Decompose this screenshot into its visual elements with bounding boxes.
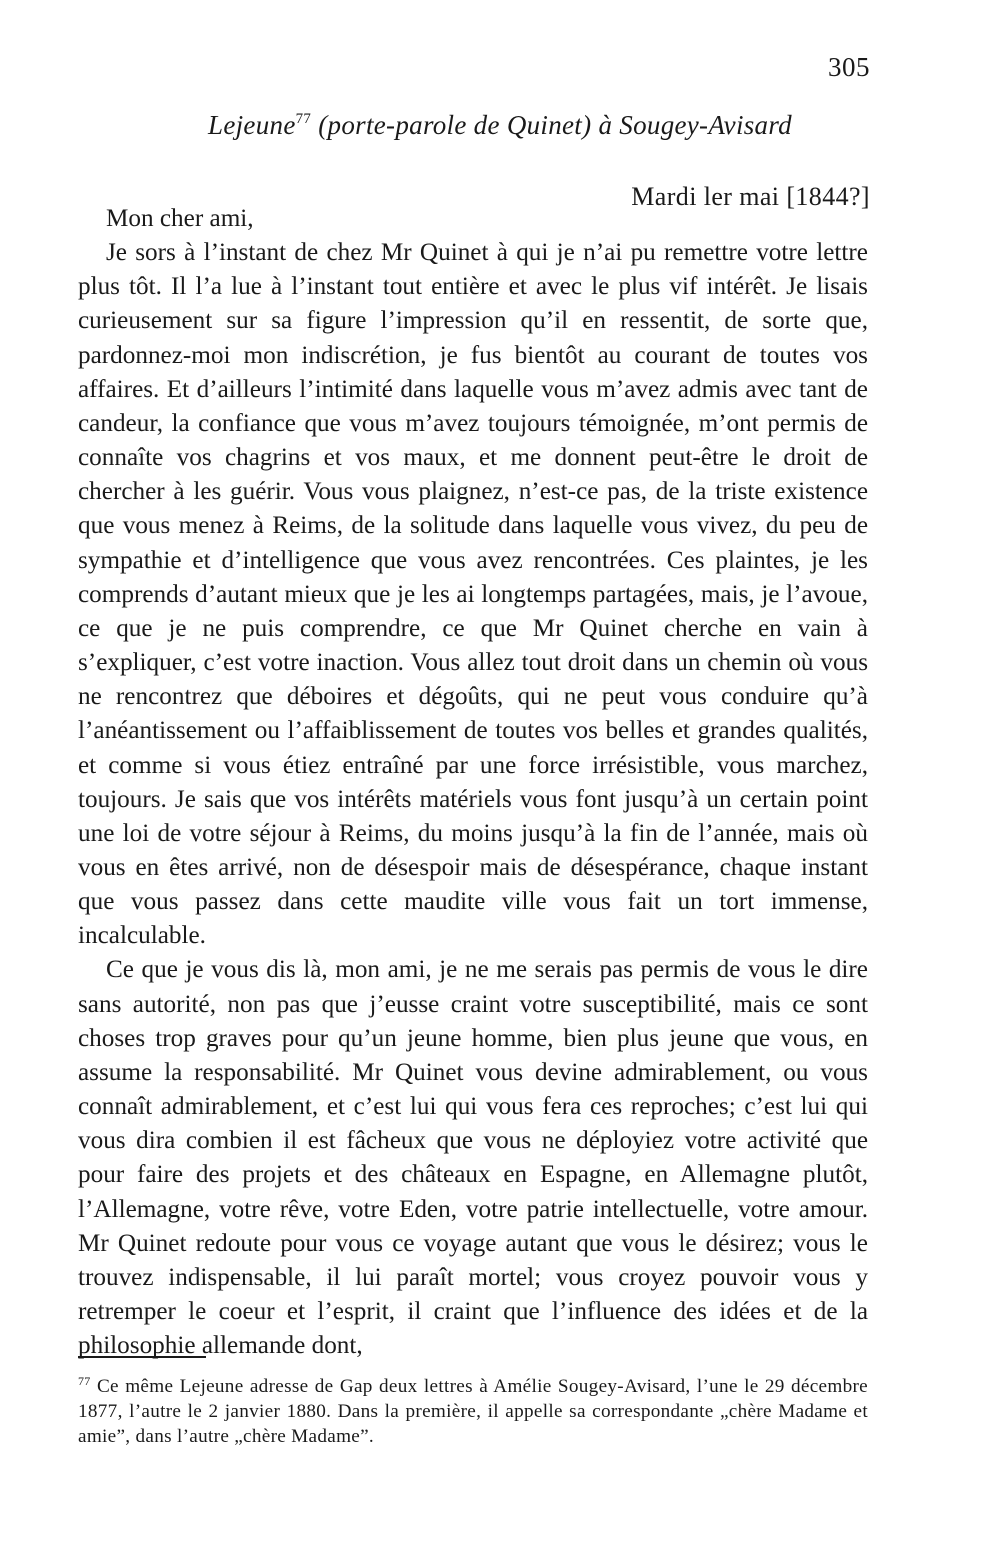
paragraph: Ce que je vous dis là, mon ami, je ne me serais pas permis de vous le dire sans autorité, non pas que j’eusse craint votre susceptibilité, mais ce sont choses trop graves pour qu’un jeune homme, bien plus jeune que vous, en assume la responsabilité. Mr Quinet vous devine admirablement, ou vous connaît admirablement, et c’est lui qui vous fera ces reproches; c’est lui qui vous dira combien il est fâcheux que vous ne déployiez votre activité que pour faire des projets et des châteaux en Espagne, en Allemagne plutôt, l’Allemagne, votre rêve, votre Eden, votre patrie intellectuelle, votre amour. Mr Quinet redoute pour vous ce voyage autant que vous le désirez; vous le trouvez indispensable, il lui paraît mortel; vous croyez pouvoir vous y retremper le coeur et l’esprit, il craint que l’influence des idées et de la philosophie allemande dont, [78, 956, 868, 1360]
letter-heading [0, 110, 1000, 141]
page-number: 305 [828, 52, 870, 82]
heading-subtitle: (porte-parole de Quinet) à Sougey-Avisard [311, 110, 792, 140]
footnote-text: Ce même Lejeune adresse de Gap deux lettres à Amélie Sougey-Avisard, l’une le 29 décembre 1877, l’autre le 2 janvier 1880. Dans la première, il appelle sa correspondante „chère Madame et amie”, dans l’autre „chère Madame”. [78, 1376, 868, 1447]
footnote [78, 1374, 868, 1449]
letter-body [78, 202, 868, 1363]
footnote-number: 77 [78, 1374, 91, 1388]
salutation: Mon cher ami, [106, 205, 254, 232]
footnote-reference: 77 [295, 111, 312, 127]
paragraph: Je sors à l’instant de chez Mr Quinet à qui je n’ai pu remettre votre lettre plus tôt. Il l’a lue à l’instant tout entière et avec le plus vif intérêt. Je lisais curieusement sur sa figure l’impression qu’il en ressentit, de sorte que, pardonnez-moi mon indiscrétion, je fus bientôt au courant de toutes vos affaires. Et d’ailleurs l’intimité dans laquelle vous m’avez admis avec tant de candeur, la confiance que vous m’avez toujours témoignée, m’ont permis de connaîte vos chagrins et vos maux, et me donnent peut-être le droit de chercher à les guérir. Vous vous plaignez, n’est-ce pas, de la triste existence que vous menez à Reims, de la solitude dans laquelle vous vivez, du peu de sympathie et d’intelligence que vous avez rencontrées. Ces plaintes, je les comprends d’autant mieux que je les ai longtemps partagées, mais, je l’avoue, ce que je ne puis comprendre, ce que Mr Quinet cherche en vain à s’expliquer, c’est votre inaction. Vous allez tout droit dans un chemin où vous ne rencontrez que déboires et dégoûts, qui ne peut vous conduire qu’à l’anéantissement ou l’affaiblissement de toutes vos belles et grandes qualités, et comme si vous étiez entraîné par une force irrésistible, vous marchez, toujours. Je sais que vos intérêts matériels vous font jusqu’à un certain point une loi de votre séjour à Reims, du moins jusqu’à la fin de l’année, mais où vous en êtes arrivé, non de désespoir mais de désespérance, chaque instant que vous passez dans cette maudite ville vous fait un tort immense, incalculable. [78, 239, 868, 950]
heading-author: Lejeune [208, 110, 296, 140]
letter-date: Mardi ler mai [1844?] [631, 182, 870, 211]
footnote-divider [78, 1356, 206, 1358]
